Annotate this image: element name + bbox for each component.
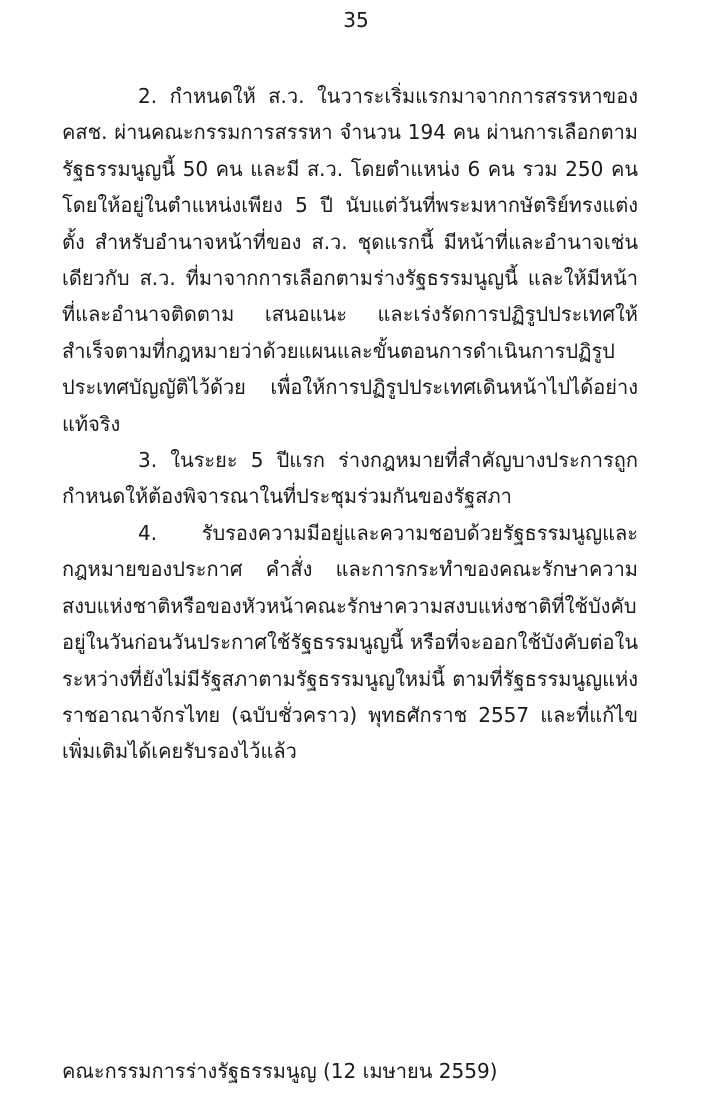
paragraph-item-2: 2. กำหนดให้ ส.ว. ในวาระเริ่มแรกมาจากการสรรหาของ คสช. ผ่านคณะกรรมการสรรหา จำนวน 194 คน ผ่านการเลือกตามรัฐธรรมนูญนี้ 50 คน และมี ส.ว. โดยตำแหน่ง 6 คน รวม 250 คน โดยให้อยู่ในตำแหน่งเพียง 5 ปี นับแต่วันที่พระมหากษัตริย์ทรงแต่งตั้ง สำหรับอำนาจหน้าที่ของ ส.ว. ชุดแรกนี้ มีหน้าที่และอำนาจเช่นเดียวกับ ส.ว. ที่มาจากการเลือกตามร่างรัฐธรรมนูญนี้ และให้มีหน้าที่และอำนาจติดตาม เสนอแนะ และเร่งรัดการปฏิรูปประเทศให้สำเร็จตามที่กฎหมายว่าด้วยแผนและขั้นตอนการดำเนินการปฏิรูปประเทศบัญญัติไว้ด้วย เพื่อให้การปฏิรูปประเทศเดินหน้าไปได้อย่างแท้จริง (62, 84, 638, 436)
paragraph-item-4: 4. รับรองความมีอยู่และความชอบด้วยรัฐธรรมนูญและกฎหมายของประกาศ คำสั่ง และการกระทำของคณะรักษาความสงบแห่งชาติหรือของหัวหน้าคณะรักษาความสงบแห่งชาติที่ใช้บังคับอยู่ในวันก่อนวันประกาศใช้รัฐธรรมนูญนี้ หรือที่จะออกใช้บังคับต่อในระหว่างที่ยังไม่มีรัฐสภาตามรัฐธรรมนูญใหม่นี้ ตามที่รัฐธรรมนูญแห่งราชอาณาจักรไทย (ฉบับชั่วคราว) พุทธศักราช 2557 และที่แก้ไขเพิ่มเติมได้เคยรับรองไว้แล้ว (62, 520, 638, 764)
paragraph-item-3: 3. ในระยะ 5 ปีแรก ร่างกฎหมายที่สำคัญบางประการถูกกำหนดให้ต้องพิจารณาในที่ประชุมร่วมกันของรัฐสภา (62, 448, 638, 509)
body-text (62, 78, 638, 770)
page-footer: คณะกรรมการร่างรัฐธรรมนูญ (12 เมษายน 2559) (62, 1059, 498, 1083)
page-number: 35 (343, 8, 369, 32)
